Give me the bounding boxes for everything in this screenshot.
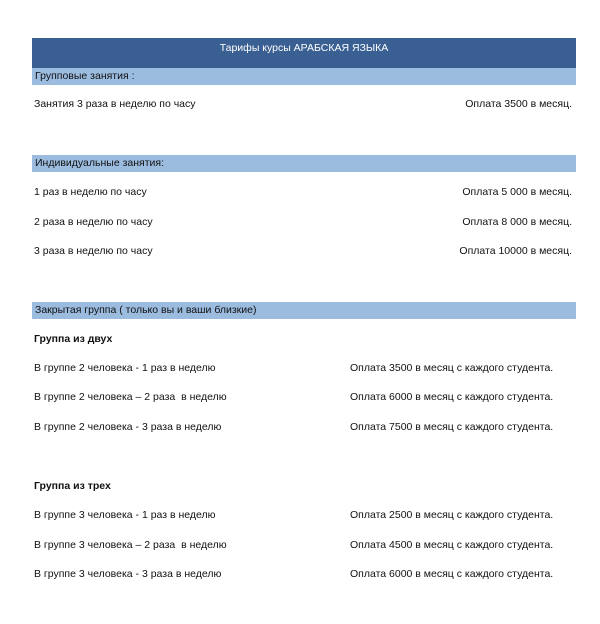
section-header-individual: Индивидуальные занятия: (32, 155, 576, 172)
price-row-label: 3 раза в неделю по часу (34, 245, 153, 257)
price-row-label: 2 раза в неделю по часу (34, 216, 153, 228)
price-row-label: В группе 2 человека – 2 раза в неделю (34, 391, 227, 403)
price-row-label: 1 раз в неделю по часу (34, 186, 147, 198)
price-row (34, 96, 572, 112)
subheading-pairs: Группа из двух (34, 333, 113, 345)
price-row-label: В группе 2 человека - 1 раз в неделю (34, 362, 216, 374)
price-row-label: В группе 2 человека - 3 раза в неделю (34, 421, 222, 433)
price-row-value: Оплата 6000 в месяц с каждого студента. (350, 391, 554, 403)
price-row (34, 537, 572, 553)
price-row-value: Оплата 2500 в месяц с каждого студента. (350, 509, 554, 521)
price-row (34, 389, 572, 405)
price-row-label: Занятия 3 раза в неделю по часу (34, 98, 196, 110)
price-row (34, 360, 572, 376)
price-row-value: Оплата 4500 в месяц с каждого студента. (350, 539, 554, 551)
price-row-value: Оплата 3500 в месяц. (465, 98, 572, 110)
price-row-value: Оплата 5 000 в месяц. (462, 186, 572, 198)
price-row-value: Оплата 6000 в месяц с каждого студента. (350, 568, 554, 580)
price-row (34, 214, 572, 230)
price-row-label: В группе 3 человека - 3 раза в неделю (34, 568, 222, 580)
price-row (34, 566, 572, 582)
price-row-value: Оплата 8 000 в месяц. (462, 216, 572, 228)
section-header-closed-group: Закрытая группа ( только вы и ваши близкие) (32, 302, 576, 319)
price-row (34, 419, 572, 435)
price-row (34, 507, 572, 523)
price-row-label: В группе 3 человека – 2 раза в неделю (34, 539, 227, 551)
price-row-value: Оплата 10000 в месяц. (459, 245, 572, 257)
price-row (34, 243, 572, 259)
price-row-label: В группе 3 человека - 1 раз в неделю (34, 509, 216, 521)
page-title: Тарифы курсы АРАБСКАЯ ЯЗЫКА (32, 38, 576, 68)
section-header-group: Групповые занятия : (32, 68, 576, 85)
subheading-triples: Группа из трех (34, 480, 111, 492)
price-row-value: Оплата 7500 в месяц с каждого студента. (350, 421, 554, 433)
price-row-value: Оплата 3500 в месяц с каждого студента. (350, 362, 554, 374)
price-row (34, 184, 572, 200)
